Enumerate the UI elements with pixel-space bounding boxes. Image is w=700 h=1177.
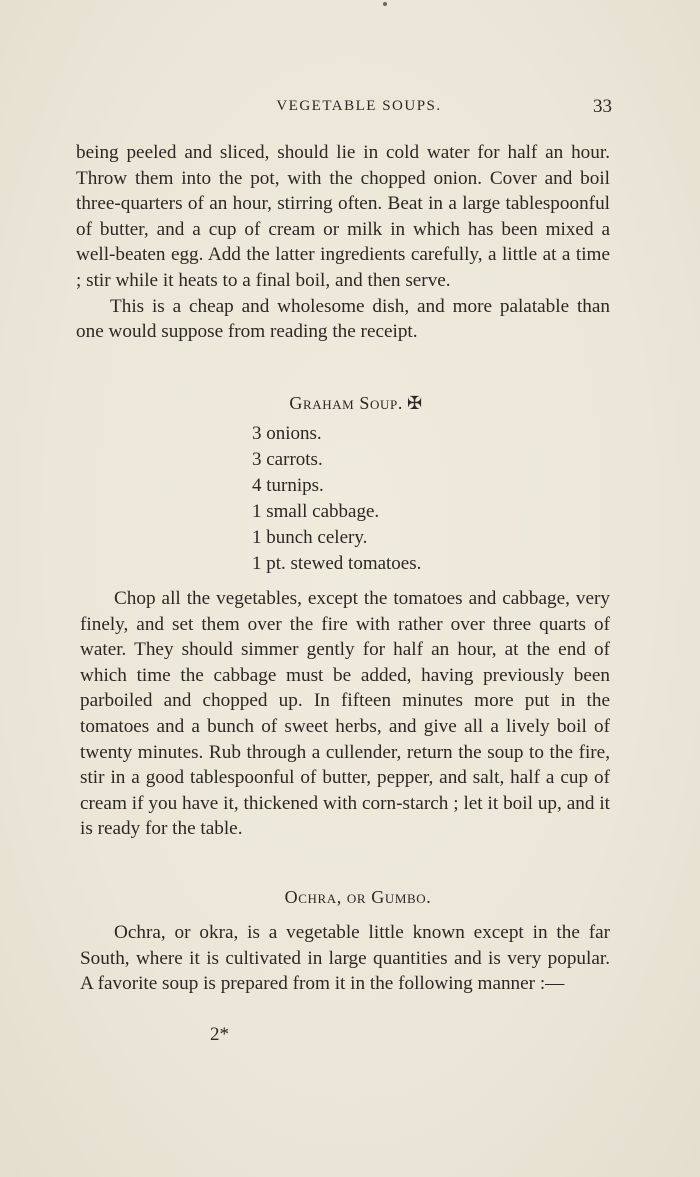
list-item: 3 onions. — [252, 423, 322, 444]
cross-ornament-icon: ✠ — [406, 393, 423, 413]
list-item: 3 carrots. — [252, 448, 323, 470]
running-title: VEGETABLE SOUPS. — [276, 98, 442, 114]
list-item: 1 small cabbage. — [252, 500, 380, 522]
ink-speck — [383, 2, 387, 6]
page-number: 33 — [593, 96, 612, 117]
signature-mark: 2* — [210, 1024, 229, 1045]
ingredient-list — [252, 421, 421, 576]
graham-soup-heading — [0, 393, 700, 414]
ochra-text — [80, 920, 610, 997]
list-item: 4 turnips. — [252, 474, 324, 496]
directions-paragraph: Chop all the vegetables, except the tomatoes and cabbage, very finely, and set them over the fire with rather over three quarts of water. They should simmer gently for half an hour, at the end of which time the cabbage must be added, having previously been parboiled and chopped up. In fifteen minutes more put in the tomatoes and a bunch of sweet herbs, and give all a lively boil of twenty minutes. Rub through a cullender, return the soup to the fire, stir in a good tablespoonful of butter, pepper, and salt, half a cup of cream if you have it, thickened with corn-starch ; let it boil up, and it is ready for the table. — [80, 588, 610, 840]
list-item: 1 bunch celery. — [252, 526, 368, 548]
running-head — [0, 96, 700, 120]
ochra-heading — [0, 887, 700, 908]
intro-paragraph-2: This is a cheap and wholesome dish, and more palatable than one would suppose from reading the receipt. — [76, 295, 610, 343]
graham-soup-title: Graham Soup. — [289, 393, 403, 413]
ochra-title: Ochra, or Gumbo. — [284, 887, 432, 907]
ochra-paragraph: Ochra, or okra, is a vegetable little known except in the far South, where it is cultivated in large quantities and is very popular. A favorite soup is prepared from it in the following manner :— — [80, 922, 610, 995]
graham-soup-directions — [80, 586, 610, 842]
intro-paragraph-1: being peeled and sliced, should lie in cold water for half an hour. Throw them into the pot, with the chopped onion. Cover and boil three-quarters of an hour, stirring often. Beat in a large tablespoonful of butter, and a cup of cream or milk in which has been mixed a well-beaten egg. Add the latter ingredients carefully, a little at a time ; stir while it heats to a final boil, and then serve. — [76, 142, 610, 291]
list-item: 1 pt. stewed tomatoes. — [252, 552, 422, 574]
intro-text — [76, 140, 610, 345]
